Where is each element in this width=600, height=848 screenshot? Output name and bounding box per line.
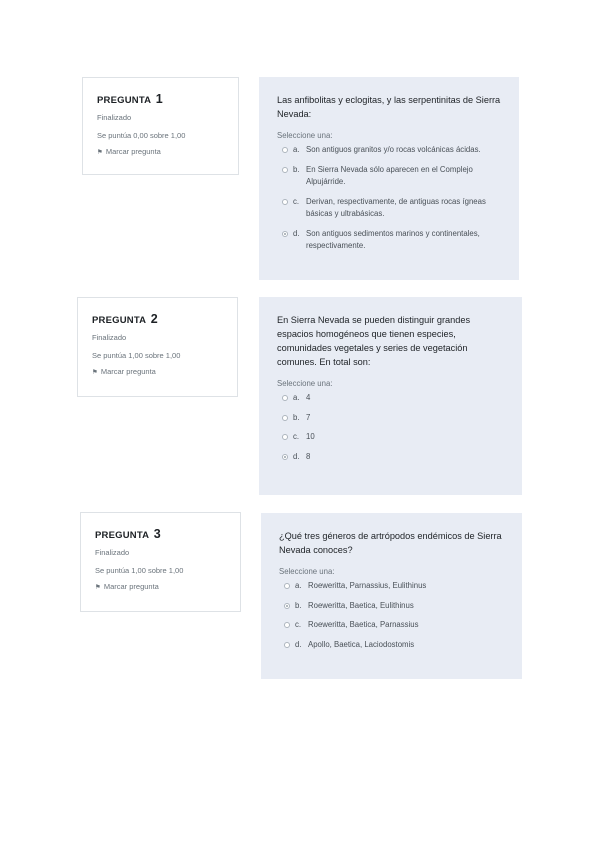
radio-button[interactable] bbox=[282, 434, 288, 440]
radio-button[interactable] bbox=[282, 395, 288, 401]
radio-button[interactable] bbox=[284, 603, 290, 609]
question-2-content bbox=[259, 297, 522, 495]
question-2-status: Finalizado bbox=[92, 333, 127, 342]
radio-button[interactable] bbox=[282, 415, 288, 421]
question-3-flag-link[interactable]: ⚑ Marcar pregunta bbox=[95, 582, 159, 591]
answer-text: Son antiguos granitos y/o rocas volcánicas ácidas. bbox=[306, 145, 481, 154]
answer-letter: c. bbox=[293, 432, 300, 441]
question-3-score: Se puntúa 1,00 sobre 1,00 bbox=[95, 566, 184, 575]
radio-button[interactable] bbox=[282, 454, 288, 460]
answer-option[interactable] bbox=[282, 228, 501, 253]
question-2-answers bbox=[277, 392, 504, 463]
question-2-title: PREGUNTA 2 bbox=[92, 312, 158, 326]
question-2-prompt: Seleccione una: bbox=[277, 379, 333, 388]
question-3-info-box bbox=[80, 512, 241, 612]
question-3-text: ¿Qué tres géneros de artrópodos endémicos de Sierra Nevada conoces? bbox=[279, 531, 502, 555]
answer-text: Son antiguos sedimentos marinos y continentales, respectivamente. bbox=[306, 228, 480, 250]
question-3-title: PREGUNTA 3 bbox=[95, 527, 161, 541]
answer-letter: a. bbox=[295, 581, 302, 590]
question-1-answers bbox=[277, 144, 501, 253]
radio-button[interactable] bbox=[282, 147, 288, 153]
flag-icon: ⚑ bbox=[95, 584, 101, 591]
question-1-info-box bbox=[82, 77, 239, 175]
answer-text: 8 bbox=[306, 451, 311, 461]
answer-text: Derivan, respectivamente, de antiguas rocas ígneas básicas y ultrabásicas. bbox=[306, 196, 486, 218]
answer-text: 4 bbox=[306, 393, 311, 402]
answer-option[interactable] bbox=[282, 196, 501, 221]
question-1-flag-link[interactable]: ⚑ Marcar pregunta bbox=[97, 147, 161, 156]
radio-button[interactable] bbox=[284, 642, 290, 648]
answer-letter: a. bbox=[293, 145, 300, 154]
answer-option[interactable] bbox=[282, 144, 501, 157]
answer-letter: c. bbox=[293, 196, 300, 206]
answer-option[interactable] bbox=[282, 412, 504, 425]
radio-button[interactable] bbox=[284, 622, 290, 628]
question-3-status: Finalizado bbox=[95, 548, 130, 557]
question-1-title: PREGUNTA 1 bbox=[97, 92, 163, 106]
answer-letter: b. bbox=[293, 164, 300, 174]
answer-letter: a. bbox=[293, 393, 300, 402]
answer-letter: d. bbox=[293, 451, 300, 461]
question-1-status: Finalizado bbox=[97, 113, 132, 122]
answer-letter: c. bbox=[295, 620, 302, 629]
answer-letter: d. bbox=[293, 228, 300, 238]
radio-button[interactable] bbox=[282, 231, 288, 237]
question-1-prompt: Seleccione una: bbox=[277, 131, 333, 140]
question-3-answers bbox=[279, 580, 504, 651]
question-2-info-box bbox=[77, 297, 238, 397]
radio-button[interactable] bbox=[282, 199, 288, 205]
answer-text: En Sierra Nevada sólo aparecen en el Complejo Alpujárride. bbox=[306, 164, 473, 186]
answer-letter: b. bbox=[295, 600, 302, 610]
question-3-content bbox=[261, 513, 522, 679]
answer-text: Roeweritta, Parnassius, Eulithinus bbox=[308, 581, 427, 590]
question-2-score: Se puntúa 1,00 sobre 1,00 bbox=[92, 351, 181, 360]
flag-icon: ⚑ bbox=[92, 369, 98, 376]
answer-letter: b. bbox=[293, 412, 300, 422]
answer-option[interactable] bbox=[284, 580, 504, 593]
question-2-flag-link[interactable]: ⚑ Marcar pregunta bbox=[92, 367, 156, 376]
question-1-score: Se puntúa 0,00 sobre 1,00 bbox=[97, 131, 186, 140]
flag-icon: ⚑ bbox=[97, 149, 103, 156]
answer-text: Apollo, Baetica, Laciodostomis bbox=[308, 639, 415, 649]
question-1-text: Las anfibolitas y eclogitas, y las serpentinitas de Sierra Nevada: bbox=[277, 95, 501, 119]
answer-letter: d. bbox=[295, 639, 302, 649]
answer-option[interactable] bbox=[284, 619, 504, 632]
question-2-text: En Sierra Nevada se pueden distinguir grandes espacios homogéneos que tienen especies, comunidades vegetales y series de vegetación comunes. En total son: bbox=[277, 315, 471, 367]
answer-text: Roeweritta, Baetica, Parnassius bbox=[308, 620, 419, 629]
answer-text: Roeweritta, Baetica, Eulithinus bbox=[308, 600, 414, 610]
answer-option[interactable] bbox=[284, 639, 504, 652]
question-1-content bbox=[259, 77, 519, 280]
answer-option[interactable] bbox=[282, 164, 501, 189]
question-3-prompt: Seleccione una: bbox=[279, 567, 335, 576]
answer-option[interactable] bbox=[284, 600, 504, 613]
answer-text: 7 bbox=[306, 412, 311, 422]
answer-option[interactable] bbox=[282, 431, 504, 444]
answer-option[interactable] bbox=[282, 392, 504, 405]
radio-button[interactable] bbox=[282, 167, 288, 173]
radio-button[interactable] bbox=[284, 583, 290, 589]
answer-option[interactable] bbox=[282, 451, 504, 464]
answer-text: 10 bbox=[306, 432, 315, 441]
